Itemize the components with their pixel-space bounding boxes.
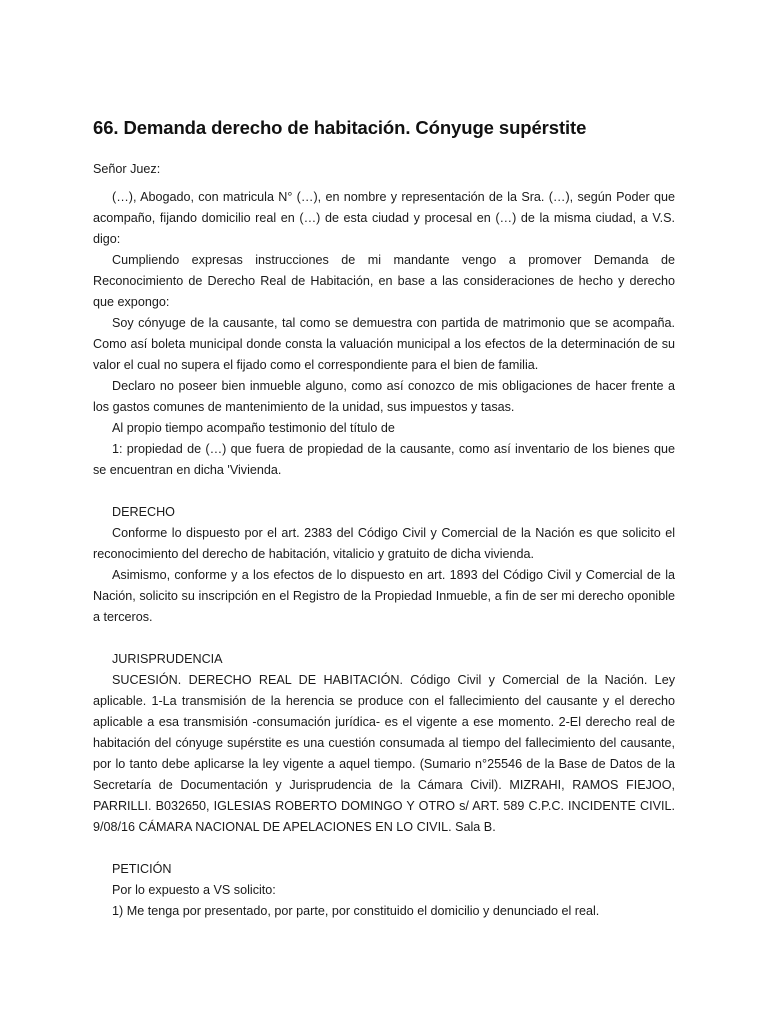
intro-paragraph-2: Cumpliendo expresas instrucciones de mi mandante vengo a promover Demanda de Reconocimiento de Derecho Real de Habitación, en base a las consideraciones de hecho y derecho que expongo: bbox=[93, 253, 675, 309]
jurisprudencia-paragraph-1: SUCESIÓN. DERECHO REAL DE HABITACIÓN. Código Civil y Comercial de la Nación. Ley aplicable. 1-La transmisión de la herencia se produce con el fallecimiento del causante y el derecho aplicable a esa transmisión -consumación jurídica- es el vigente a ese momento. 2-El derecho real de habitación del cónyuge supérstite es una cuestión consumada al tiempo del fallecimiento del causante, por lo tanto debe aplicarse la ley vigente a aquel tiempo. (Sumario n°25546 de la Base de Datos de la Secretaría de Documentación y Jurisprudencia de la Cámara Civil). MIZRAHI, RAMOS FIEJOO, PARRILLI. B032650, IGLESIAS ROBERTO DOMINGO Y OTRO s/ ART. 589 C.P.C. INCIDENTE CIVIL. 9/08/16 CÁMARA NACIONAL DE APELACIONES EN LO CIVIL. Sala B. bbox=[93, 673, 675, 834]
section-heading-jurisprudencia: JURISPRUDENCIA bbox=[112, 652, 223, 666]
intro-paragraph-5: Al propio tiempo acompaño testimonio del título de bbox=[112, 421, 395, 435]
section-heading-peticion: PETICIÓN bbox=[112, 862, 172, 876]
intro-paragraph-1: (…), Abogado, con matricula N° (…), en nombre y representación de la Sra. (…), según Poder que acompaño, fijando domicilio real en (…) de esta ciudad y procesal en (…) de la misma ciudad, a V.S. digo: bbox=[93, 190, 675, 246]
section-heading-derecho: DERECHO bbox=[112, 505, 175, 519]
intro-paragraph-4: Declaro no poseer bien inmueble alguno, como así conozco de mis obligaciones de hacer frente a los gastos comunes de mantenimiento de la unidad, sus impuestos y tasas. bbox=[93, 379, 675, 414]
salutation: Señor Juez: bbox=[93, 162, 161, 176]
intro-paragraph-6: 1: propiedad de (…) que fuera de propiedad de la causante, como así inventario de los bienes que se encuentran en dicha 'Vivienda. bbox=[93, 442, 675, 477]
peticion-paragraph-2: 1) Me tenga por presentado, por parte, por constituido el domicilio y denunciado el real. bbox=[112, 904, 600, 918]
derecho-paragraph-1: Conforme lo dispuesto por el art. 2383 del Código Civil y Comercial de la Nación es que solicito el reconocimiento del derecho de habitación, vitalicio y gratuito de dicha vivienda. bbox=[93, 526, 675, 561]
intro-paragraph-3: Soy cónyuge de la causante, tal como se demuestra con partida de matrimonio que se acompaña. Como así boleta municipal donde consta la valuación municipal a los efectos de la determinación de su valor el cual no supera el fijado como el correspondiente para el bien de familia. bbox=[93, 316, 675, 372]
derecho-paragraph-2: Asimismo, conforme y a los efectos de lo dispuesto en art. 1893 del Código Civil y Comercial de la Nación, solicito su inscripción en el Registro de la Propiedad Inmueble, a fin de ser mi derecho oponible a terceros. bbox=[93, 568, 675, 624]
document-title: 66. Demanda derecho de habitación. Cónyuge supérstite bbox=[93, 117, 587, 138]
document-body bbox=[93, 159, 675, 922]
peticion-paragraph-1: Por lo expuesto a VS solicito: bbox=[112, 883, 276, 897]
